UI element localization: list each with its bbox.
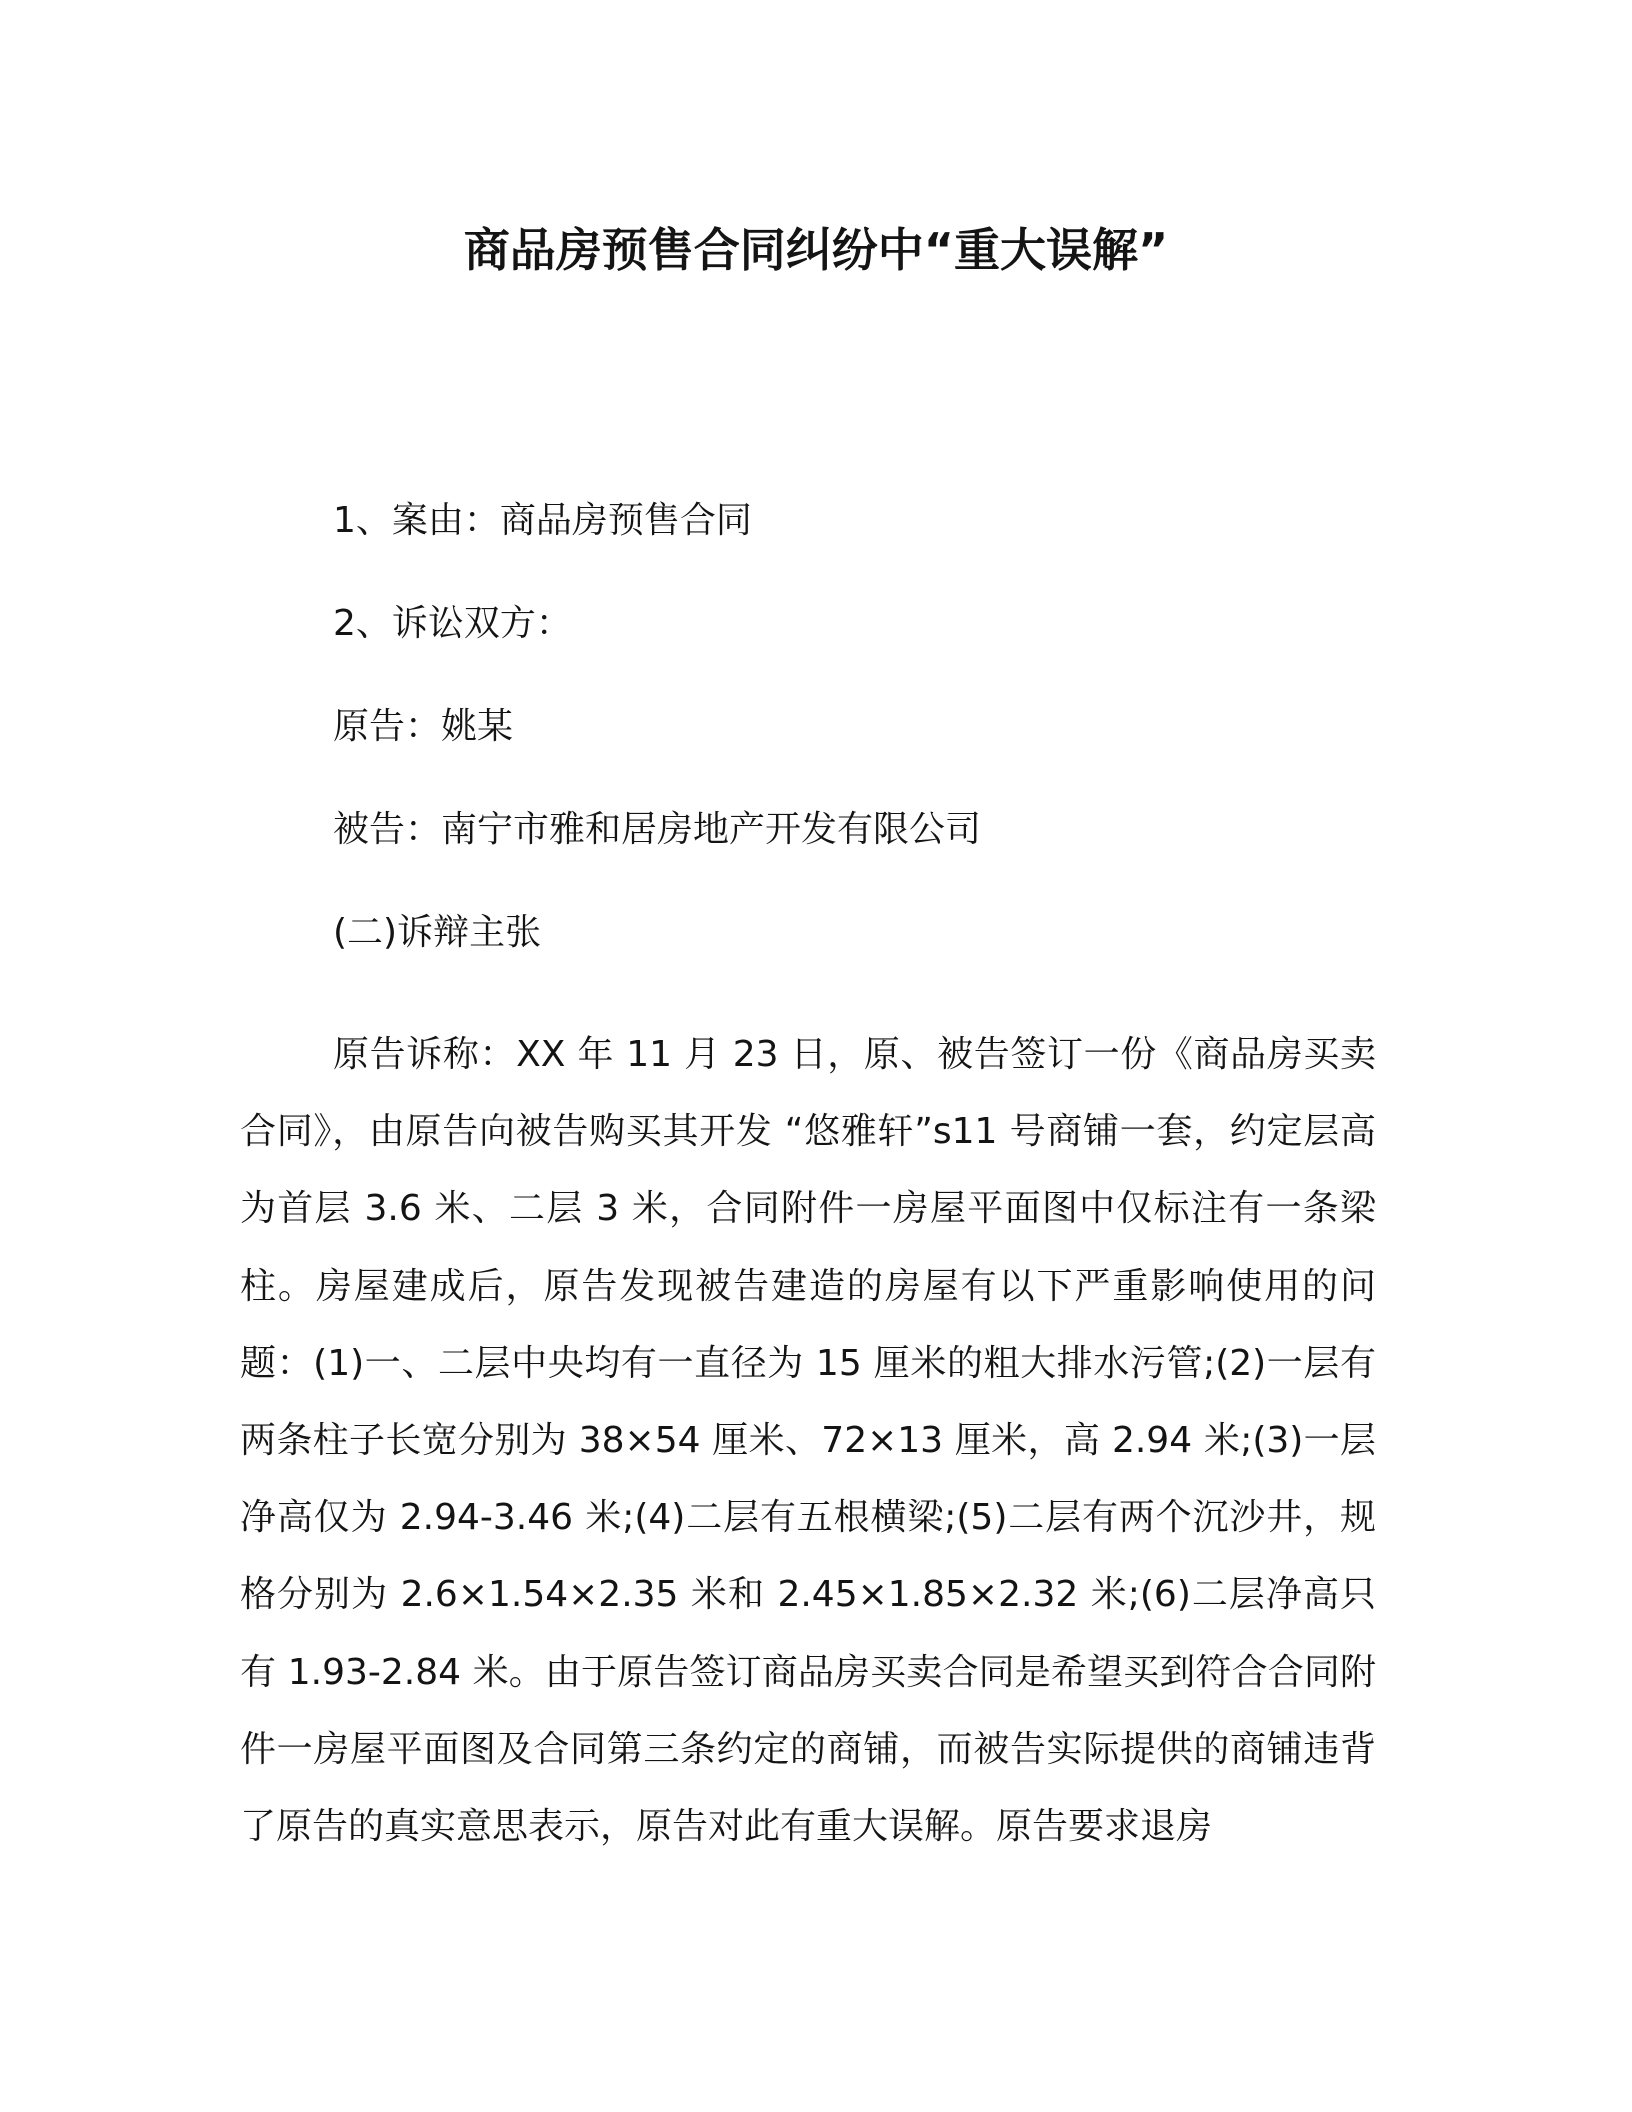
document-title: 商品房预售合同纠纷中“重大误解” <box>463 223 1169 277</box>
defendant-line: 被告：南宁市雅和居房地产开发有限公司 <box>333 809 982 850</box>
claims-heading: (二)诉辩主张 <box>333 912 542 953</box>
plaintiff-line: 原告：姚某 <box>333 706 514 747</box>
parties-heading: 2、诉讼双方： <box>333 603 572 644</box>
case-cause-line: 1、案由：商品房预售合同 <box>333 500 752 541</box>
plaintiff-claim-paragraph: 原告诉称：XX 年 11 月 23 日，原、被告签订一份《商品房买卖合同》，由原告向被告购买其开发 “悠雅轩”s11 号商铺一套，约定层高为首层 3.6 米、二层 3 米，合同附件一房屋平面图中仅标注有一条梁柱。房屋建成后，原告发现被告建造的房屋有以下严重影响使用的问题：(1)一、二层中央均有一直径为 15 厘米的粗大排水污管;(2)一层有两条柱子长宽分别为 38×54 厘米、72×13 厘米，高 2.94 米;(3)一层净高仅为 2.94-3.46 米;(4)二层有五根横梁;(5)二层有两个沉沙井，规格分别为 2.6×1.54×2.35 米和 2.45×1.85×2.32 米;(6)二层净高只有 1.93-2.84 米。由于原告签订商品房买卖合同是希望买到符合合同附件一房屋平面图及合同第三条约定的商铺，而被告实际提供的商铺违背了原告的真实意思表示，原告对此有重大误解。原告要求退房 <box>240 1034 1376 1848</box>
